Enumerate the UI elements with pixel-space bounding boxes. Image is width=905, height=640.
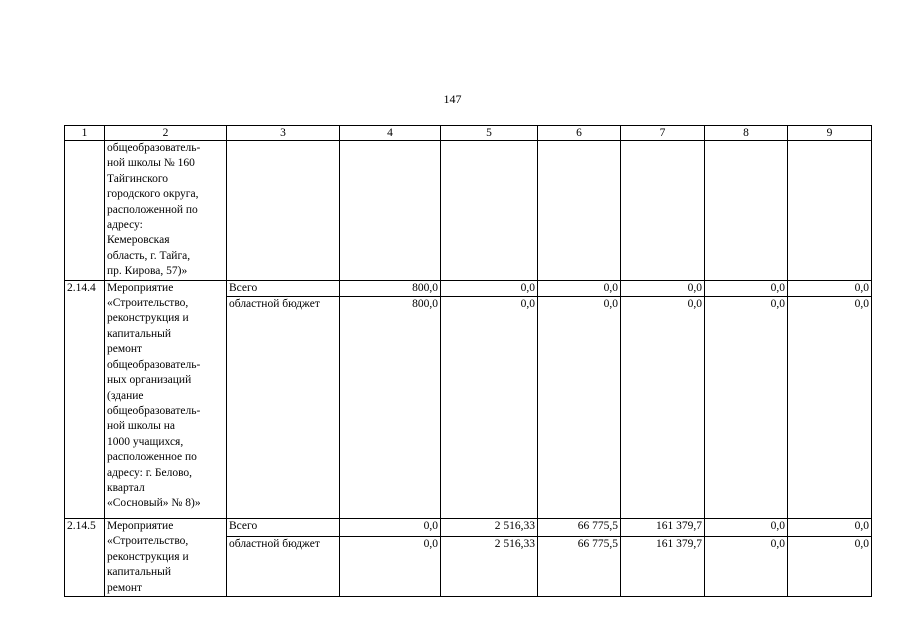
description-line: Тайгинского	[107, 172, 169, 185]
budget-table	[64, 125, 872, 597]
description-line: расположенное по	[107, 451, 197, 464]
description-line: адресу: г. Белово,	[107, 466, 193, 479]
description-line: ремонт	[107, 581, 143, 594]
description-cell	[105, 519, 227, 597]
description-line: реконструкция и	[107, 312, 189, 325]
description-cell	[105, 280, 227, 518]
description-line: Кемеровская	[107, 234, 170, 247]
value-cell: 0,0	[441, 280, 538, 296]
description-line: ной школы на	[107, 420, 175, 433]
column-header: 7	[621, 126, 705, 141]
value-cell: 66 775,5	[538, 536, 621, 597]
value-cell	[538, 141, 621, 281]
description-line: «Сосновый» № 8)»	[107, 497, 201, 510]
description-line: Мероприятие	[107, 520, 174, 533]
value-cell: 0,0	[788, 280, 872, 296]
description-line: общеобразователь-	[107, 358, 201, 371]
description-line: общеобразователь-	[107, 404, 201, 417]
value-cell: 800,0	[340, 280, 441, 296]
description-line: ремонт	[107, 343, 143, 356]
code-cell	[65, 141, 105, 281]
table-row	[65, 519, 872, 536]
column-header: 4	[340, 126, 441, 141]
value-cell	[788, 141, 872, 281]
value-cell: 161 379,7	[621, 536, 705, 597]
value-cell: 0,0	[788, 519, 872, 536]
code-cell: 2.14.5	[65, 519, 105, 597]
page-number: 147	[443, 92, 462, 106]
value-cell: 2 516,33	[441, 536, 538, 597]
value-cell: 0,0	[705, 519, 788, 536]
column-header: 5	[441, 126, 538, 141]
value-cell: 161 379,7	[621, 519, 705, 536]
description-line: реконструкция и	[107, 550, 189, 563]
value-cell: 0,0	[621, 297, 705, 519]
value-cell	[705, 141, 788, 281]
table-row	[65, 141, 872, 281]
description-line: Мероприятие	[107, 281, 174, 294]
column-header: 6	[538, 126, 621, 141]
description-line: (здание	[107, 389, 144, 402]
description-line: общеобразователь-	[107, 142, 201, 154]
column-header: 8	[705, 126, 788, 141]
column-header: 2	[105, 126, 227, 141]
source-cell: областной бюджет	[227, 536, 340, 597]
source-cell: областной бюджет	[227, 297, 340, 519]
value-cell: 2 516,33	[441, 519, 538, 536]
description-line: ной школы № 160	[107, 157, 195, 170]
source-cell: Всего	[227, 519, 340, 536]
column-header: 3	[227, 126, 340, 141]
description-line: ных организаций	[107, 374, 192, 387]
description-line: 1000 учащихся,	[107, 435, 184, 448]
description-line: пр. Кирова, 57)»	[107, 265, 188, 278]
code-cell: 2.14.4	[65, 280, 105, 518]
value-cell: 0,0	[538, 280, 621, 296]
description-cell	[105, 141, 227, 281]
column-number-header	[65, 126, 872, 141]
value-cell: 0,0	[441, 297, 538, 519]
value-cell	[340, 141, 441, 281]
value-cell: 0,0	[705, 297, 788, 519]
source-cell: Всего	[227, 280, 340, 296]
value-cell: 0,0	[705, 536, 788, 597]
description-line: «Строительство,	[107, 297, 189, 310]
table-row	[65, 280, 872, 296]
value-cell: 0,0	[340, 519, 441, 536]
value-cell: 0,0	[705, 280, 788, 296]
value-cell	[621, 141, 705, 281]
value-cell: 800,0	[340, 297, 441, 519]
column-header: 9	[788, 126, 872, 141]
value-cell: 0,0	[621, 280, 705, 296]
description-line: квартал	[107, 481, 145, 494]
description-line: городского округа,	[107, 188, 199, 201]
value-cell: 0,0	[788, 536, 872, 597]
value-cell: 0,0	[788, 297, 872, 519]
source-cell	[227, 141, 340, 281]
value-cell	[441, 141, 538, 281]
value-cell: 0,0	[340, 536, 441, 597]
value-cell: 0,0	[538, 297, 621, 519]
description-line: капитальный	[107, 566, 172, 579]
description-line: адресу:	[107, 219, 143, 232]
description-line: область, г. Тайга,	[107, 249, 191, 262]
description-line: расположенной по	[107, 203, 198, 216]
description-line: капитальный	[107, 327, 172, 340]
column-header: 1	[65, 126, 105, 141]
value-cell: 66 775,5	[538, 519, 621, 536]
description-line: «Строительство,	[107, 535, 189, 548]
